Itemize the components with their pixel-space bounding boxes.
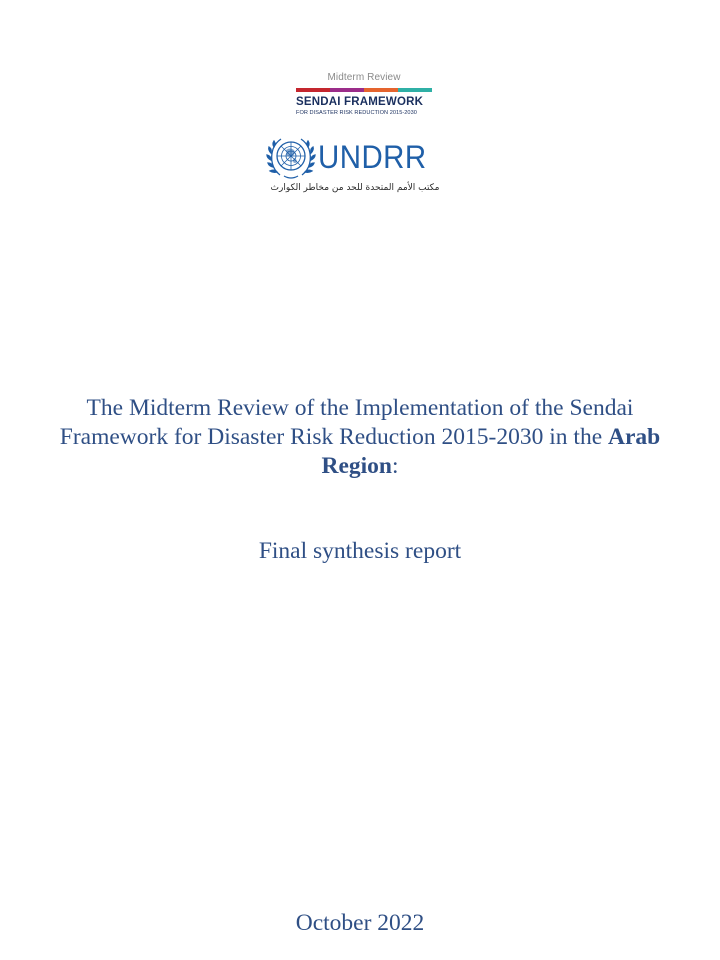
un-emblem-icon bbox=[266, 135, 316, 181]
report-date: October 2022 bbox=[295, 910, 425, 936]
report-title-suffix: : bbox=[391, 453, 399, 479]
stripe-teal bbox=[398, 88, 432, 92]
report-subtitle: Final synthesis report bbox=[258, 538, 462, 564]
report-title-text: The Midterm Review of the Implementation of the Sendai Framework for Disaster Risk Reduction 2015-2030 in the bbox=[59, 395, 634, 450]
color-stripe bbox=[296, 88, 432, 92]
undrr-arabic-name: مكتب الأمم المتحدة للحد من مخاطر الكوارث bbox=[270, 183, 440, 193]
report-title bbox=[30, 394, 690, 481]
undrr-logo bbox=[266, 132, 456, 204]
sendai-framework-subtitle: FOR DISASTER RISK REDUCTION 2015-2030 bbox=[296, 110, 417, 116]
stripe-red bbox=[296, 88, 330, 92]
report-title-bold-arab: Arab bbox=[608, 424, 661, 450]
stripe-orange bbox=[364, 88, 398, 92]
report-title-bold-region: Region bbox=[321, 453, 392, 479]
midterm-review-label: Midterm Review bbox=[327, 72, 401, 83]
sendai-framework-logo bbox=[296, 72, 432, 117]
undrr-wordmark: UNDRR bbox=[318, 139, 427, 175]
stripe-purple bbox=[330, 88, 364, 92]
sendai-framework-title: SENDAI FRAMEWORK bbox=[296, 96, 424, 108]
